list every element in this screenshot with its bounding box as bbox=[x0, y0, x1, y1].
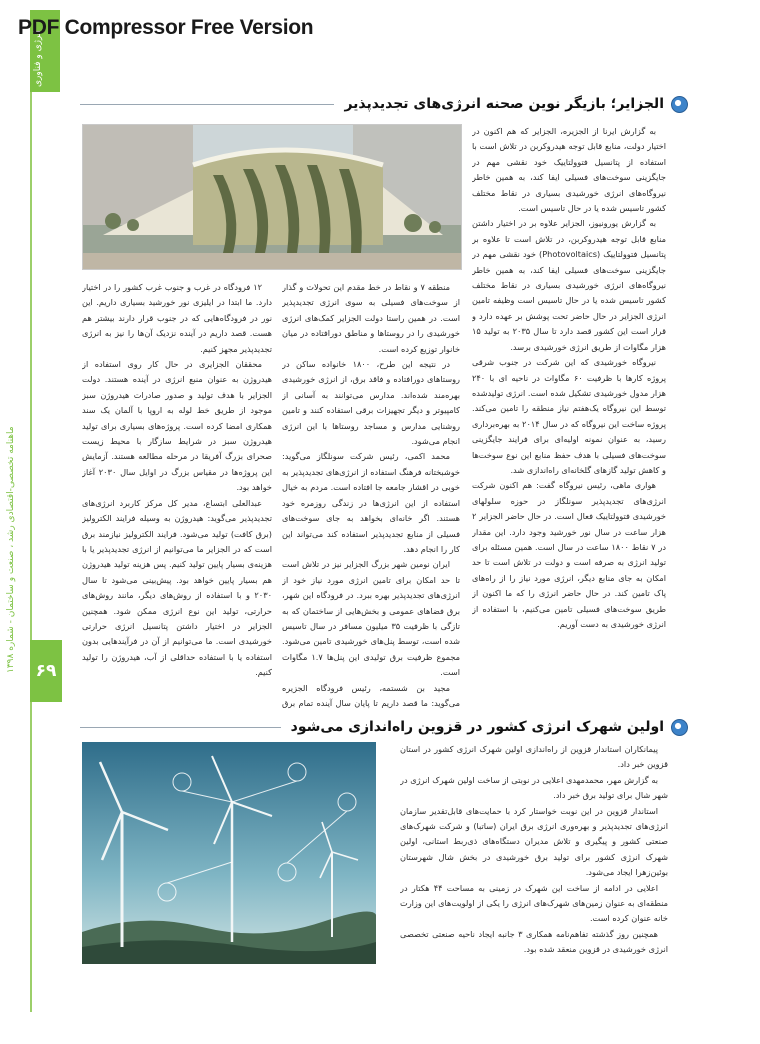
title-rule bbox=[80, 104, 334, 105]
wind-turbines-photo bbox=[82, 742, 376, 964]
paragraph: هواری ماهی، رئیس نیروگاه گفت: هم اکنون شرکت انرژی‌های تجدیدپذیر سونلگاز در حوزه سلولهای خورشیدی فتوولتاییک فعال است. در حال حاضر الجزایر ۲ هزار ساعت در سال نور خورشید وجود دارد. این مقدار در ۷ نقاط ۱۸۰۰ ساعت در سال است. همین مسئله برای تولید انرژی به صرفه است و دولت در تلاش است تا حد امکان به جای منابع دیگر، انرژی مورد نیاز را از راه‌های پاک تامین کند. در حال حاضر انرژی را که ما اکنون از طریق سوخت‌های فسیلی تامین می‌کنیم، با استفاده از انرژی خورشیدی به دست آوریم. bbox=[472, 480, 666, 629]
page-number: ۶۹ bbox=[30, 640, 62, 702]
article2-body bbox=[400, 742, 668, 954]
paragraph: مجید بن شستمه، رئیس فرودگاه الجزیره می‌گوید: ما قصد داریم تا پایان سال آینده تمام برق bbox=[282, 682, 460, 708]
article-title: اولین شهرک انرژی کشور در قزوین راه‌اندازی می‌شود bbox=[290, 719, 664, 735]
title-rule bbox=[80, 727, 281, 728]
paragraph: عبدالعلی ابتساع، مدیر کل مرکز کاربرد انرژی‌های تجدیدپذیر می‌گوید: هیدروژن به وسیله فرایند الکترولیز (برق کافت) تولید می‌شود. فرایند الکترولیز نیازمند برق است که در الجزایر ما می‌توانیم از انرژی تجدیدپذیر یا با هزینه‌ی بسیار پایین تولید کنیم. پس هزینه تولید هیدروژن هم بسیار پایین خواهد بود. پیش‌بینی می‌شود تا سال ۲۰۳۰ و با استفاده از روش‌های دیگر، مانند روش‌های حرارتی، تولید این نوع انرژی ممکن شود. همچنین الجزایر در اختیار داشتن پتانسیل انرژی حرارتی خورشیدی است. ما می‌توانیم از آن در فرآیندهایی بدون استفاده یا با استفاده حداقلی از آب، هیدروژن را تولید کنیم. bbox=[82, 497, 272, 678]
article1-column-left bbox=[82, 280, 272, 712]
paragraph: پیمانکاران استاندار قزوین از راه‌اندازی اولین شهرک انرژی کشور در استان قزوین خبر داد. bbox=[400, 744, 668, 770]
journal-name: ماهنامه تخصصی-اقتصادی رشد ، صنعت و ساختمان - شماره ۱۳۹۸ bbox=[6, 426, 16, 674]
solar-building-illustration bbox=[83, 125, 462, 270]
title-bullet-icon bbox=[671, 96, 688, 113]
article1-column-right bbox=[472, 124, 666, 712]
article-title-bar bbox=[80, 715, 688, 739]
paragraph: ۱۲ فرودگاه در غرب و جنوب غرب کشور را در اختیار دارد. ما ابتدا در ایلیزی نور خورشید بسیاری داریم. این نور در فرودگاه‌هایی که در جنوب قرار دارند بیشتر هم هست. قصد داریم در آینده نزدیک آن‌ها را نیز به انرژی تجدیدپذیر مجهز کنیم. bbox=[82, 282, 272, 354]
paragraph: نیروگاه خورشیدی که این شرکت در جنوب شرقی پروژه کارها با ظرفیت ۶۰ مگاوات در ناحیه ای با ۲۴۰ هزار مدول خورشیدی تشکیل شده است. انرژی تولیدشده توسط این نیروگاه یک‌هفتم نیاز منطقه را تامین می‌کند. پروژه ساخت این نیروگاه که در سال ۲۰۱۴ به بهره‌برداری رسید، به عنوان نمونه اولیه‌ای برای فرایند جایگزینی سوخت‌های فسیلی با هدف حفظ منابع این نوع سوخت‌ها و کاهش تولید گازهای گلخانه‌ای راه‌اندازی شد. bbox=[472, 357, 666, 475]
paragraph: اعلایی در ادامه از ساخت این شهرک در زمینی به مساحت ۴۴ هکتار در منطقه‌ای به عنوان زمین‌های شهرک‌های انرژی را یکی از اولویت‌های این وزارت خانه عنوان کرده است. bbox=[400, 882, 668, 924]
paragraph: به گزارش ایرنا از الجزیره، الجزایر که هم اکنون در اختیار دولت، منابع قابل توجه هیدروکربن در تلاش است با استفاده از پتانسیل فتوولتاییک خود نقشی مهم در جایگزینی سوخت‌های فسیلی ایفا کند، به همین خاطر نیروگاه‌های انرژی خورشیدی بسیاری در نقاط مختلف کشور تاسیس شده یا در حال تاسیس است. bbox=[472, 126, 666, 214]
watermark: PDF Compressor Free Version bbox=[18, 16, 314, 39]
solar-building-photo bbox=[82, 124, 462, 270]
article-title: الجزایر؛ بازیگر نوین صحنه انرژی‌های تجدیدپذیر bbox=[344, 96, 664, 112]
paragraph: در نتیجه این طرح، ۱۸۰۰ خانواده ساکن در روستاهای دورافتاده و فاقد برق، از انرژی خورشیدی بهره‌مند شده‌اند. مدارس می‌توانند به آسانی از کامپیوتر و دیگر تجهیزات برقی استفاده کنند و تامین روشنایی مدارس و مساجد روستاها با این انرژی انجام می‌شود. bbox=[282, 359, 460, 447]
paragraph: استاندار قزوین در این نوبت خواستار کرد با حمایت‌های قابل‌تقدیر سازمان انرژی‌های تجدیدپذیر و بهره‌وری انرژی برق ایران (ساتبا) و شرکت شهرک‌های صنعتی کشور و پیگیری و تلاش مدیران دستگاه‌های ذی‌ربط استانی، اولین شهرک انرژی کشور برای تولید برق خورشیدی در بخش شال شهرستان بوئین‌زهرا ایجاد می‌شود. bbox=[400, 805, 668, 878]
paragraph: همچنین روز گذشته تفاهم‌نامه همکاری ۳ جانبه ایجاد ناحیه صنعتی تخصصی انرژی خورشیدی در قزوین منعقد شده بود. bbox=[400, 928, 668, 954]
paragraph: به گزارش یورونیوز، الجزایر علاوه بر در اختیار داشتن منابع قابل توجه هیدروکربن، در تلاش است تا علاوه بر پتانسیل فتوولتاییک (Photovoltaics) خود نقشی مهم در جایگزینی سوخت‌های فسیلی ایفا کند، به همین خاطر نیروگاه‌های انرژی خورشیدی بسیاری در نقاط مختلف کشور تاسیس شده یا در حال تاسیس است وظیفه تامین انرژی الجزایر در حال حاضر تحت پوشش بر عهده دارد و قرار است این کشور قصد دارد تا سال ۲۰۳۵ به تولید ۱۵ هزار مگاوات از طریق انرژی خورشیدی برسد. bbox=[472, 218, 666, 352]
paragraph: محمد اکمی، رئیس شرکت سونلگاز می‌گوید: خوشبختانه فرهنگ استفاده از انرژی‌های تجدیدپذیر به خوبی در اقشار جامعه جا افتاده است. مردم به خیال استفاده از این انرژی‌ها در زندگی روزمره خود هستند. اگر خانه‌ای بخواهد به جای سوخت‌های فسیلی از منابع تجدیدپذیر استفاده کند می‌تواند این کار را انجام دهد. bbox=[282, 451, 460, 554]
paragraph: محققان الجزایری در حال کار روی استفاده از هیدروژن به عنوان منبع انرژی در آینده هستند. دولت الجزایر با هدف تولید و صدور صادرات هیدروژن سبز موجود از طریق خط لوله به اروپا با آلمان یک سند همکاری امضا کرده است. پروژه‌های بسیاری برای تولید هیدروژن سبز در شرایط سازگار با محیط زیست صحرای بزرگ آفریقا در مرحله مطالعه هستند. آزمایش این پروژه‌ها در مقیاس بزرگ در اوایل سال ۲۰۳۰ آغاز خواهد بود. bbox=[82, 359, 272, 493]
wind-turbines-illustration bbox=[82, 742, 376, 964]
article1-column-middle bbox=[282, 280, 460, 712]
side-rule bbox=[30, 92, 32, 1012]
article-title-bar bbox=[80, 92, 688, 116]
paragraph: به گزارش مهر، محمدمهدی اعلایی در نوبتی از ساخت اولین شهرک انرژی در شهر شال برای تولید برق خبر داد. bbox=[400, 774, 668, 801]
paragraph: ایران نومین شهر بزرگ الجزایر نیز در تلاش است تا حد امکان برای تامین انرژی مورد نیاز خود از انرژی‌های تجدیدپذیر بهره ببرد. در فرودگاه این شهر، برق فضاهای عمومی و بخش‌هایی از ساختمان که به تازگی با ظرفیت ۳۵ میلیون مسافر در سال تاسیس شده است، توسط پنل‌های خورشیدی تامین می‌شود. مجموع ظرفیت برق تولیدی این پنل‌ها ۱.۷ مگاوات است. bbox=[282, 559, 460, 678]
paragraph: منطقه ۷ و نقاط در خط مقدم این تحولات و گذار از سوخت‌های فسیلی به سوی انرژی تجدیدپذیر است. در همین راستا دولت الجزایر کمک‌های انرژی خورشیدی را در روستاها و مناطق دورافتاده در میان خانوار توزیع کرده است. bbox=[282, 282, 460, 354]
title-bullet-icon bbox=[671, 719, 688, 736]
section-tab-label: انرژی و فناوری bbox=[33, 30, 43, 88]
